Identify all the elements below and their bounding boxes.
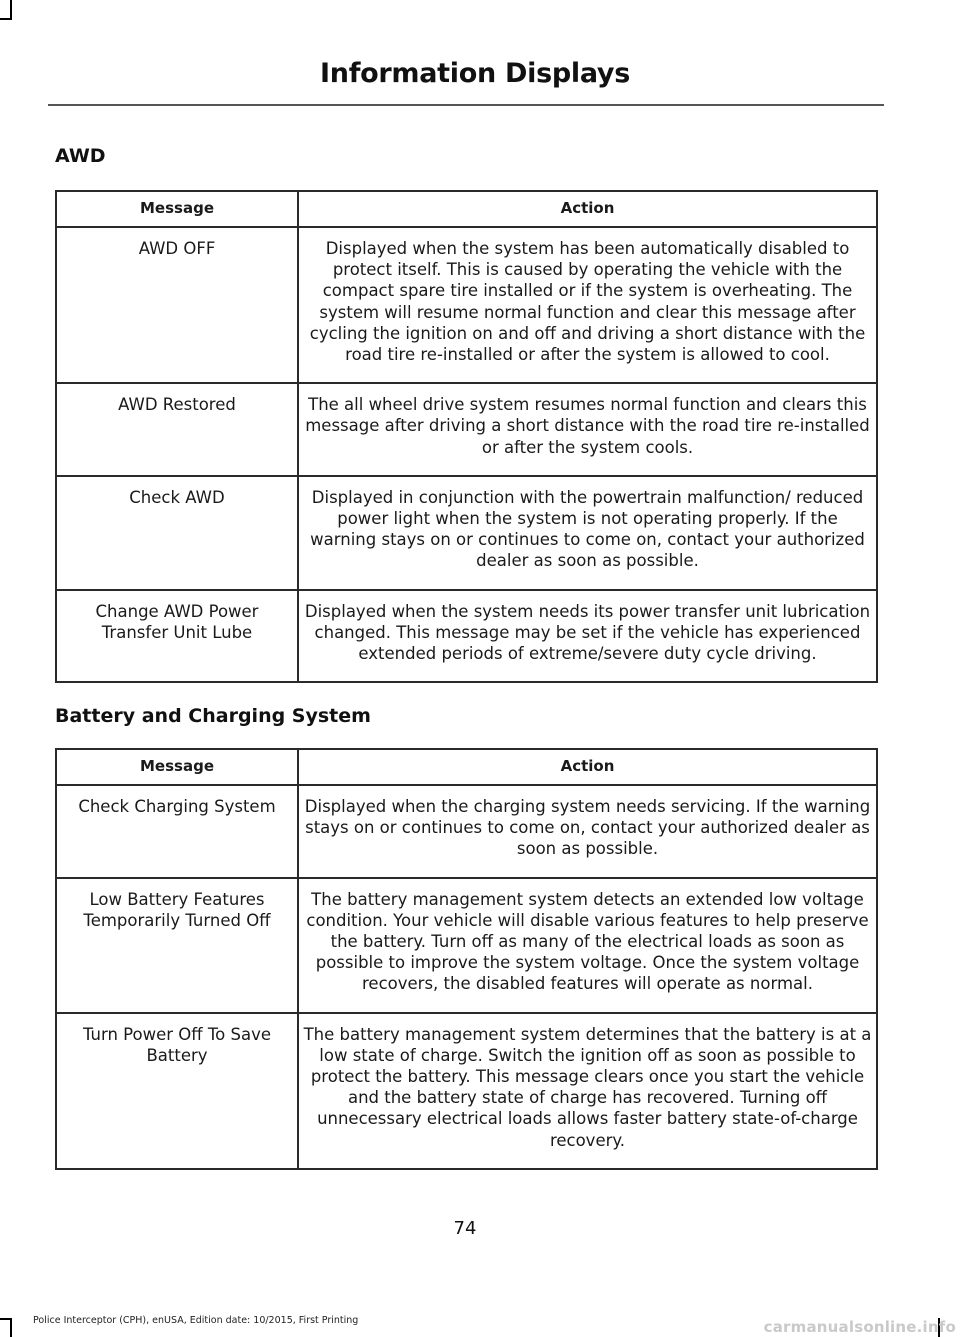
crop-mark bbox=[10, 0, 12, 18]
column-header-action: Action bbox=[298, 749, 877, 785]
crop-mark bbox=[10, 1318, 12, 1337]
awd-messages-table bbox=[55, 190, 878, 683]
table-row bbox=[56, 785, 877, 878]
title-divider bbox=[48, 104, 884, 106]
table-header-row bbox=[56, 749, 877, 785]
column-header-action: Action bbox=[298, 191, 877, 227]
table-header-row bbox=[56, 191, 877, 227]
action-cell: The battery management system detects an extended low voltage condition. Your vehicle will disable various features to help preserve the battery. Turn off as many of the electrical loads as soon as possible to improve the system voltage. Once the system voltage recovers, the disabled features will operate as normal. bbox=[298, 878, 877, 1013]
message-cell: Low Battery Features Temporarily Turned Off bbox=[56, 878, 298, 1013]
table-row bbox=[56, 383, 877, 476]
action-cell: The battery management system determines that the battery is at a low state of charge. Switch the ignition off as soon as possible to protect the battery. This message clears once you start the vehicle and the battery state of charge has recovered. Turning off unnecessary electrical loads allows faster battery state-of-charge recovery. bbox=[298, 1013, 877, 1169]
section-heading-battery: Battery and Charging System bbox=[55, 705, 371, 727]
message-cell: Check Charging System bbox=[56, 785, 298, 878]
watermark: carmanualsonline.info bbox=[763, 1318, 956, 1336]
crop-mark bbox=[0, 18, 12, 20]
action-cell: Displayed when the system needs its power transfer unit lubrication changed. This message may be set if the vehicle has experienced extended periods of extreme/severe duty cycle driving. bbox=[298, 590, 877, 683]
table-row bbox=[56, 1013, 877, 1169]
column-header-message: Message bbox=[56, 191, 298, 227]
crop-mark bbox=[0, 1318, 12, 1320]
action-cell: Displayed in conjunction with the powertrain malfunction/ reduced power light when the system is not operating properly. If the warning stays on or continues to come on, contact your authorized dealer as soon as possible. bbox=[298, 476, 877, 590]
section-heading-awd: AWD bbox=[55, 145, 106, 167]
message-cell: Check AWD bbox=[56, 476, 298, 590]
message-cell: Change AWD Power Transfer Unit Lube bbox=[56, 590, 298, 683]
edition-footer: Police Interceptor (CPH), enUSA, Edition date: 10/2015, First Printing bbox=[33, 1315, 359, 1326]
table-row bbox=[56, 227, 877, 383]
table-row bbox=[56, 878, 877, 1013]
message-cell: AWD Restored bbox=[56, 383, 298, 476]
action-cell: Displayed when the charging system needs servicing. If the warning stays on or continues to come on, contact your authorized dealer as soon as possible. bbox=[298, 785, 877, 878]
message-cell: Turn Power Off To Save Battery bbox=[56, 1013, 298, 1169]
page-number: 74 bbox=[453, 1218, 477, 1239]
table-row bbox=[56, 590, 877, 683]
column-header-message: Message bbox=[56, 749, 298, 785]
table-row bbox=[56, 476, 877, 590]
battery-messages-table bbox=[55, 748, 878, 1170]
action-cell: Displayed when the system has been automatically disabled to protect itself. This is caused by operating the vehicle with the compact spare tire installed or if the system is overheating. The system will resume normal function and clear this message after cycling the ignition on and off and driving a short distance with the road tire re-installed or after the system is allowed to cool. bbox=[298, 227, 877, 383]
message-cell: AWD OFF bbox=[56, 227, 298, 383]
page-title: Information Displays bbox=[320, 58, 630, 89]
action-cell: The all wheel drive system resumes normal function and clears this message after driving a short distance with the road tire re-installed or after the system cools. bbox=[298, 383, 877, 476]
